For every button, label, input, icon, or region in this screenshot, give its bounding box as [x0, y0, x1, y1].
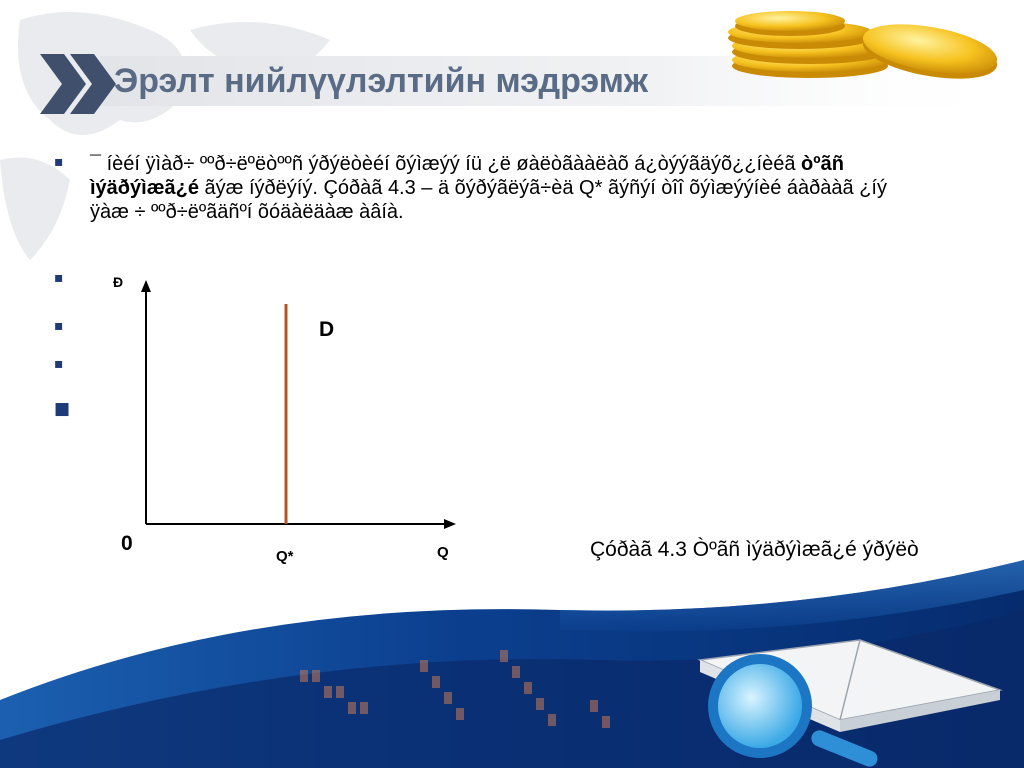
slide-title: Эрэлт нийлүүлэлтийн мэдрэмж	[114, 62, 648, 100]
bullet-marker: ▪	[54, 356, 64, 372]
paragraph-bold-term: òºãñ ìýäðýìæã¿é	[90, 153, 844, 199]
bullet-marker: ▪	[54, 154, 64, 170]
y-axis-label: Ð	[113, 274, 124, 290]
origin-label: 0	[121, 532, 133, 555]
paragraph-text: ãýæ íýðëýíý. Çóðàã 4.3 – ä õýðýãëýã÷èä Q* ãýñýí òîî õýìæýýíèé áàðààã ¿íý ÿàæ ÷ ººð÷ëºãäñºí õóäàëäàæ àâíà.	[90, 177, 887, 223]
paragraph-text: ¯ íèéí ÿìàð÷ ººð÷ëºëòººñ ýðýëòèéí õýìæýý íü ¿ë øàëòãààëàõ á¿òýýãäýõ¿¿íèéã	[90, 153, 802, 175]
figure-caption: Çóðàã 4.3 Òºãñ ìýäðýìæã¿é ýðýëò	[590, 538, 919, 561]
bullet-marker: ▪	[54, 318, 64, 334]
q-star-label: Q*	[276, 548, 294, 565]
bullet-marker: ■	[54, 399, 71, 419]
y-axis-arrow	[141, 280, 151, 292]
bullet-marker: ▪	[54, 270, 64, 286]
demand-curve-label: D	[319, 318, 335, 341]
x-axis-label: Q	[437, 544, 449, 561]
x-axis-arrow	[444, 519, 456, 529]
